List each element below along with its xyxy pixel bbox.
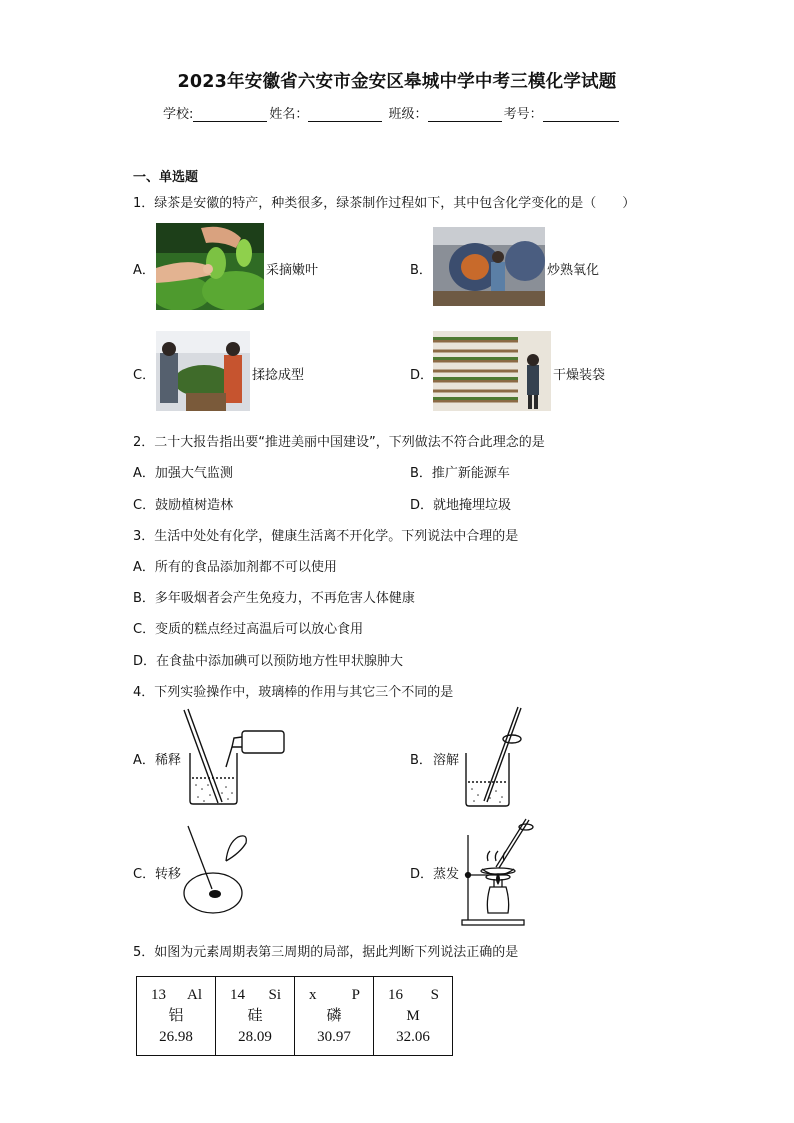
number-label: 考号：: [503, 107, 543, 122]
evaporation-diagram: [460, 815, 536, 927]
element-name: M: [406, 1007, 420, 1024]
element-symbol: S: [430, 986, 439, 1003]
q1-option-a-letter: A．: [133, 263, 155, 278]
element-name: 铝: [168, 1007, 184, 1024]
atomic-mass: 28.09: [238, 1028, 272, 1045]
q1-option-b-letter: B．: [410, 263, 432, 278]
q4-option-a-letter: A．: [133, 753, 155, 768]
element-cell-si: [216, 977, 295, 1056]
element-cell-p: [295, 977, 374, 1056]
element-symbol: Al: [187, 986, 202, 1003]
tea-roasting-photo: [433, 227, 545, 306]
q2-option-a: A．加强大气监测: [133, 466, 233, 481]
tea-picking-photo: [156, 223, 264, 310]
atomic-mass: 32.06: [396, 1028, 430, 1045]
class-blank: [428, 108, 502, 122]
q2-stem: 2．二十大报告指出要“推进美丽中国建设”，下列做法不符合此理念的是: [133, 435, 545, 450]
tea-drying-photo: [433, 331, 551, 411]
q4-option-d-label: 蒸发: [433, 867, 460, 882]
section-title: 一、单选题: [133, 170, 199, 185]
element-symbol: P: [351, 986, 360, 1003]
q3-stem: 3．生活中处处有化学，健康生活离不开化学。下列说法中合理的是: [133, 529, 519, 544]
element-symbol: Si: [268, 986, 281, 1003]
periodic-table-fragment: [136, 976, 453, 1056]
student-info-line: [163, 103, 621, 122]
q4-option-c-label: 转移: [155, 867, 182, 882]
q1-option-c-letter: C．: [133, 368, 156, 383]
q3-option-a: A．所有的食品添加剂都不可以使用: [133, 560, 337, 575]
q3-option-d: D．在食盐中添加碘可以预防地方性甲状腺肿大: [133, 654, 404, 669]
q3-option-b: B．多年吸烟者会产生免疫力，不再危害人体健康: [133, 591, 415, 606]
q4-option-b-label: 溶解: [433, 753, 460, 768]
school-label: 学校:: [163, 107, 194, 122]
atomic-number: 16: [388, 986, 403, 1003]
element-name: 磷: [326, 1007, 342, 1024]
q4-option-d-letter: D．: [410, 867, 434, 882]
tea-rolling-photo: [156, 331, 250, 411]
element-cell-al: [137, 977, 216, 1056]
class-label: 班级：: [388, 107, 428, 122]
q3-option-c: C．变质的糕点经过高温后可以放心食用: [133, 622, 364, 637]
school-blank: [193, 108, 267, 122]
atomic-number: 13: [151, 986, 166, 1003]
name-label: 姓名：: [269, 107, 309, 122]
q4-stem: 4．下列实验操作中，玻璃棒的作用与其它三个不同的是: [133, 685, 454, 700]
q1-option-a-label: 采摘嫩叶: [266, 263, 319, 278]
q1-stem: 1．绿茶是安徽的特产，种类很多，绿茶制作过程如下，其中包含化学变化的是（ ）: [133, 196, 636, 211]
q2-option-c: C．鼓励植树造林: [133, 498, 234, 513]
atomic-mass: 26.98: [159, 1028, 193, 1045]
transfer-diagram: [182, 823, 258, 915]
q4-option-a-label: 稀释: [155, 753, 182, 768]
atomic-mass: 30.97: [317, 1028, 351, 1045]
q1-option-d-letter: D．: [410, 368, 434, 383]
dilution-diagram: [182, 707, 290, 807]
q5-stem: 5．如图为元素周期表第三周期的局部，据此判断下列说法正确的是: [133, 945, 519, 960]
q4-option-b-letter: B．: [410, 753, 432, 768]
element-cell-s: [374, 977, 453, 1056]
q1-option-c-label: 揉捻成型: [252, 368, 305, 383]
number-blank: [543, 108, 619, 122]
q1-option-b-label: 炒熟氧化: [547, 263, 600, 278]
q2-option-d: D．就地掩埋垃圾: [410, 498, 512, 513]
q4-option-c-letter: C．: [133, 867, 156, 882]
atomic-number: x: [309, 986, 317, 1003]
dissolving-diagram: [460, 703, 530, 809]
atomic-number: 14: [230, 986, 245, 1003]
element-name: 硅: [247, 1007, 263, 1024]
q1-option-d-label: 干燥装袋: [553, 368, 606, 383]
exam-title: 2023年安徽省六安市金安区皋城中学中考三模化学试题: [177, 72, 617, 92]
name-blank: [308, 108, 382, 122]
q2-option-b: B．推广新能源车: [410, 466, 510, 481]
